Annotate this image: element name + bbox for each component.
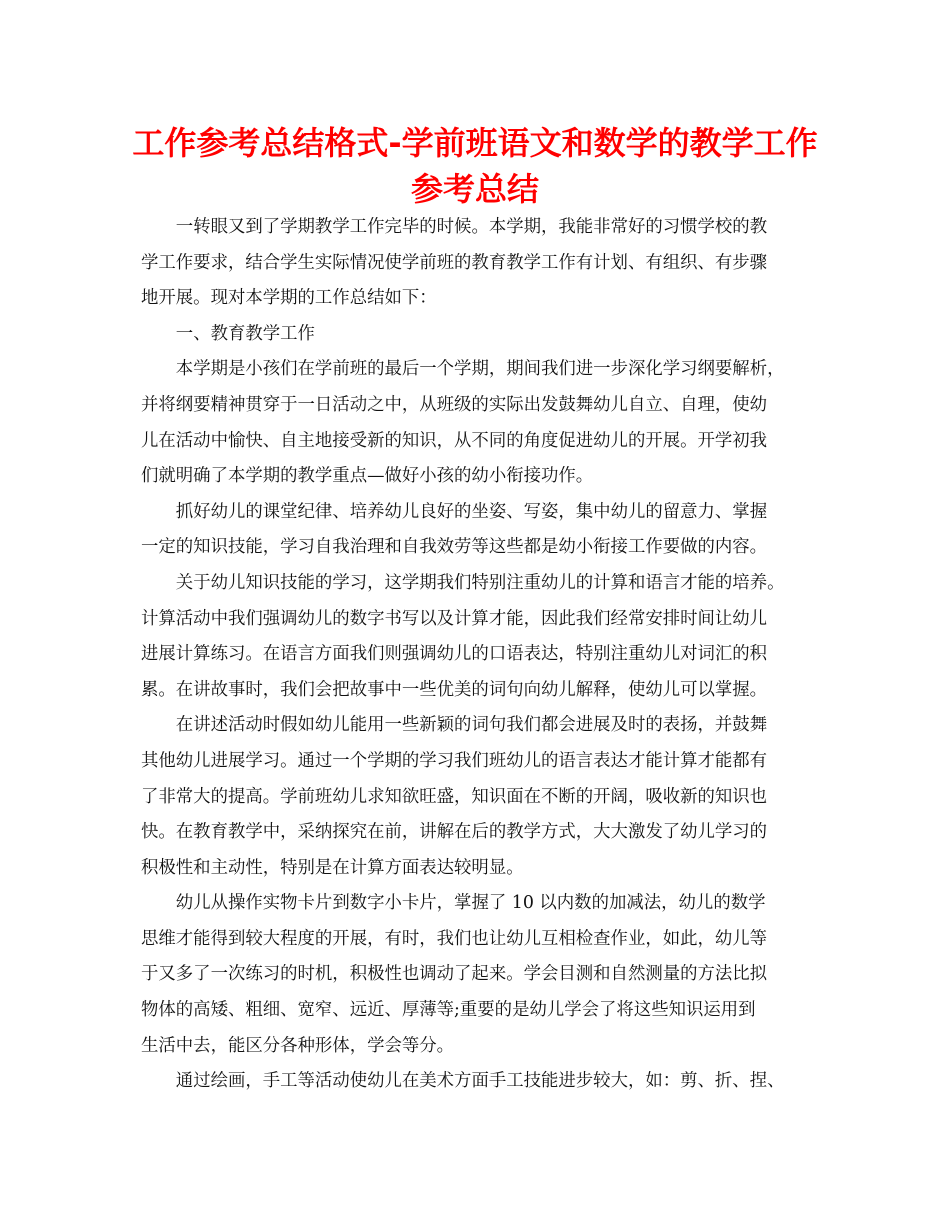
body-line: 生活中去，能区分各种形体，学会等分。: [141, 1035, 455, 1056]
body-line: 其他幼儿进展学习。通过一个学期的学习我们班幼儿的语言表达才能计算才能都有: [141, 750, 768, 771]
body-line: 通过绘画，手工等活动使幼儿在美术方面手工技能进步较大，如：剪、折、捏、: [175, 1071, 785, 1092]
body-line: 一、教育教学工作: [175, 323, 315, 344]
body-line: 进展计算练习。在语言方面我们则强调幼儿的口语表达，特别注重幼儿对词汇的积: [141, 644, 768, 665]
body-line: 本学期是小孩们在学前班的最后一个学期，期间我们进一步深化学习纲要解析，: [175, 359, 785, 380]
body-line: 了非常大的提高。学前班幼儿求知欲旺盛，知识面在不断的开阔，吸收新的知识也: [141, 786, 768, 807]
body-line: 抓好幼儿的课堂纪律、培养幼儿良好的坐姿、写姿，集中幼儿的留意力、掌握: [175, 501, 768, 522]
document-body: [141, 210, 821, 1100]
body-line: 累。在讲故事时，我们会把故事中一些优美的词句向幼儿解释，使幼儿可以掌握。: [141, 679, 768, 700]
body-line: 关于幼儿知识技能的学习，这学期我们特别注重幼儿的计算和语言才能的培养。: [175, 572, 785, 593]
title-line-1: 工作参考总结格式-学前班语文和数学的教学工作: [132, 124, 818, 162]
body-line: 快。在教育教学中，采纳探究在前，讲解在后的教学方式，大大激发了幼儿学习的: [141, 822, 768, 843]
document-title: [110, 120, 840, 212]
body-line: 幼儿从操作实物卡片到数字小卡片，掌握了 10 以内数的加减法，幼儿的数学: [175, 893, 766, 914]
body-line: 儿在活动中愉快、自主地接受新的知识，从不同的角度促进幼儿的开展。开学初我: [141, 430, 768, 451]
body-line: 在讲述活动时假如幼儿能用一些新颖的词句我们都会进展及时的表扬，并鼓舞: [175, 715, 768, 736]
body-line: 思维才能得到较大程度的开展，有时，我们也让幼儿互相检查作业，如此，幼儿等: [141, 928, 768, 949]
body-line: 一转眼又到了学期教学工作完毕的时候。本学期，我能非常好的习惯学校的教: [175, 217, 768, 237]
body-line: 于又多了一次练习的时机，积极性也调动了起来。学会目测和自然测量的方法比拟: [141, 964, 768, 985]
body-line: 并将纲要精神贯穿于一日活动之中，从班级的实际出发鼓舞幼儿自立、自理，使幼: [141, 394, 768, 415]
body-line: 一定的知识技能，学习自我治理和自我效劳等这些都是幼小衔接工作要做的内容。: [141, 537, 768, 558]
body-line: 们就明确了本学期的教学重点—做好小孩的幼小衔接功作。: [141, 466, 594, 487]
body-line: 地开展。现对本学期的工作总结如下：: [141, 288, 437, 309]
body-line: 物体的高矮、粗细、宽窄、远近、厚薄等;重要的是幼儿学会了将这些知识运用到: [141, 1000, 756, 1021]
body-line: 积极性和主动性，特别是在计算方面表达较明显。: [141, 857, 524, 878]
body-line: 学工作要求，结合学生实际情况使学前班的教育教学工作有计划、有组织、有步骤: [141, 252, 768, 273]
body-line: 计算活动中我们强调幼儿的数字书写以及计算才能，因此我们经常安排时间让幼儿: [141, 608, 768, 629]
title-line-2: 参考总结: [410, 170, 539, 208]
